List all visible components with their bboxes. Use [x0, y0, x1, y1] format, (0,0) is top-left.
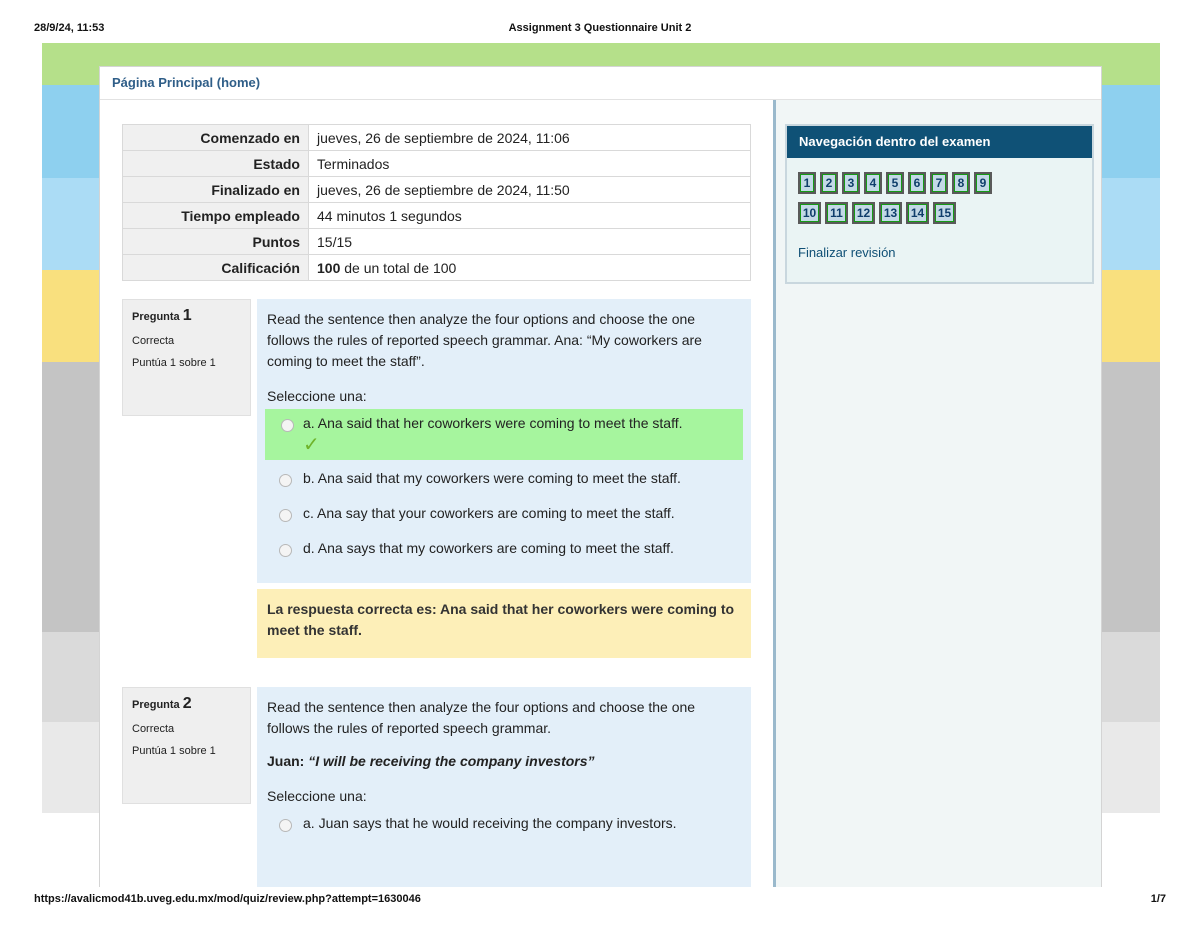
question-button-label: 2: [823, 175, 835, 191]
print-header: [34, 22, 1166, 38]
select-one-label: Seleccione una:: [267, 788, 367, 804]
question-prompt: Read the sentence then analyze the four options and choose the one follows the rules of reported speech grammar.: [267, 699, 696, 736]
summary-row: [123, 255, 751, 281]
grade-total: de un total de 100: [340, 259, 457, 276]
finish-review-link[interactable]: Finalizar revisión: [798, 245, 896, 260]
question-number: [132, 695, 241, 713]
summary-row: [123, 125, 751, 151]
select-one-label: Seleccione una:: [267, 388, 367, 404]
question-2-content: [257, 687, 751, 887]
question-button-label: 15: [937, 206, 952, 220]
summary-row: [123, 203, 751, 229]
print-page-number: 1/7: [1150, 893, 1166, 905]
summary-row: [123, 151, 751, 177]
question-state: Correcta: [132, 723, 175, 735]
answer-option-a[interactable]: [265, 809, 743, 838]
question-button[interactable]: [825, 202, 848, 224]
quiz-review-page: [99, 66, 1102, 887]
answer-label: a. Juan says that he would receiving the company investors.: [303, 815, 677, 831]
summary-key: Calificación: [123, 255, 309, 281]
question-button[interactable]: [933, 202, 956, 224]
question-button-label: 9: [977, 175, 989, 191]
answer-option-b[interactable]: [265, 464, 743, 493]
radio-button[interactable]: [279, 474, 292, 487]
question-buttons-row: [798, 202, 1092, 224]
question-number: [132, 307, 241, 325]
question-mark: Puntúa 1 sobre 1: [132, 745, 216, 757]
quiz-navigation-block: [785, 124, 1094, 284]
question-button[interactable]: [842, 172, 860, 194]
quote-text: “I will be receiving the company investors”: [308, 753, 595, 769]
question-button[interactable]: [908, 172, 926, 194]
question-label: Pregunta: [132, 311, 183, 323]
summary-key: Estado: [123, 151, 309, 177]
summary-row: [123, 229, 751, 255]
summary-key: Puntos: [123, 229, 309, 255]
question-button-label: 12: [856, 206, 871, 220]
question-button[interactable]: [864, 172, 882, 194]
answer-label: c. Ana say that your coworkers are coming to meet the staff.: [303, 505, 675, 521]
question-button-label: 6: [911, 175, 923, 191]
attempt-summary-table: [122, 124, 751, 281]
question-button-label: 11: [828, 205, 845, 221]
question-button[interactable]: [798, 202, 821, 224]
question-1-info: [122, 299, 251, 416]
summary-value: jueves, 26 de septiembre de 2024, 11:06: [309, 125, 751, 151]
question-button[interactable]: [852, 202, 875, 224]
question-button[interactable]: [930, 172, 948, 194]
summary-key: Comenzado en: [123, 125, 309, 151]
quoted-sentence: [267, 751, 741, 772]
question-state: Correcta: [132, 335, 175, 347]
summary-value: Terminados: [309, 151, 751, 177]
radio-button[interactable]: [279, 544, 292, 557]
summary-value: jueves, 26 de septiembre de 2024, 11:50: [309, 177, 751, 203]
checkmark-icon: ✓: [303, 434, 320, 456]
summary-value: [309, 255, 751, 281]
question-button-label: 14: [910, 206, 925, 220]
print-footer: [34, 893, 1166, 909]
grade-value: 100: [317, 259, 341, 276]
question-button-label: 4: [867, 175, 879, 191]
answer-option-d[interactable]: [265, 534, 743, 563]
home-link[interactable]: Página Principal (home): [112, 75, 261, 90]
sidebar: [773, 100, 1102, 887]
question-button-label: 8: [955, 175, 967, 191]
answer-option-a[interactable]: [265, 409, 743, 460]
question-button-label: 10: [802, 206, 817, 220]
question-button[interactable]: [886, 172, 904, 194]
question-button[interactable]: [906, 202, 929, 224]
question-button[interactable]: [974, 172, 992, 194]
quiz-navigation-title: Navegación dentro del examen: [787, 126, 1092, 158]
print-date: 28/9/24, 11:53: [34, 22, 105, 34]
radio-button[interactable]: [279, 819, 292, 832]
breadcrumb: [100, 67, 1101, 100]
summary-key: Tiempo empleado: [123, 203, 309, 229]
summary-value: 15/15: [309, 229, 751, 255]
radio-button[interactable]: [281, 419, 294, 432]
question-label: Pregunta: [132, 699, 183, 711]
answer-label: b. Ana said that my coworkers were coming to meet the staff.: [303, 470, 681, 486]
question-1-content: [257, 299, 751, 583]
question-button-label: 3: [845, 175, 857, 191]
question-button[interactable]: [820, 172, 838, 194]
question-buttons: [787, 158, 1092, 224]
question-button-label: 5: [889, 175, 901, 191]
radio-button[interactable]: [279, 509, 292, 522]
summary-value: 44 minutos 1 segundos: [309, 203, 751, 229]
question-2-info: [122, 687, 251, 804]
answer-label: d. Ana says that my coworkers are coming to meet the staff.: [303, 540, 674, 556]
speaker-label: Juan:: [267, 753, 309, 769]
answer-label: a. Ana said that her coworkers were coming to meet the staff.: [303, 415, 683, 431]
print-url: https://avalicmod41b.uveg.edu.mx/mod/quiz/review.php?attempt=1630046: [34, 893, 421, 905]
question-1-feedback: La respuesta correcta es: Ana said that her coworkers were coming to meet the staff.: [257, 589, 751, 658]
question-buttons-row: [798, 172, 1092, 194]
question-number-value: 2: [182, 695, 192, 712]
question-button[interactable]: [879, 202, 902, 224]
question-button[interactable]: [798, 172, 816, 194]
question-prompt: Read the sentence then analyze the four options and choose the one follows the rules of reported speech grammar. Ana: “My coworkers are coming to meet the staff”.: [267, 311, 702, 369]
question-mark: Puntúa 1 sobre 1: [132, 357, 216, 369]
question-button-label: 13: [883, 206, 898, 220]
summary-row: [123, 177, 751, 203]
question-button[interactable]: [952, 172, 970, 194]
answer-option-c[interactable]: [265, 499, 743, 528]
print-title: Assignment 3 Questionnaire Unit 2: [508, 22, 692, 34]
question-button-label: 7: [933, 175, 945, 191]
question-number-value: 1: [182, 307, 192, 324]
summary-key: Finalizado en: [123, 177, 309, 203]
question-button-label: 1: [801, 175, 813, 191]
